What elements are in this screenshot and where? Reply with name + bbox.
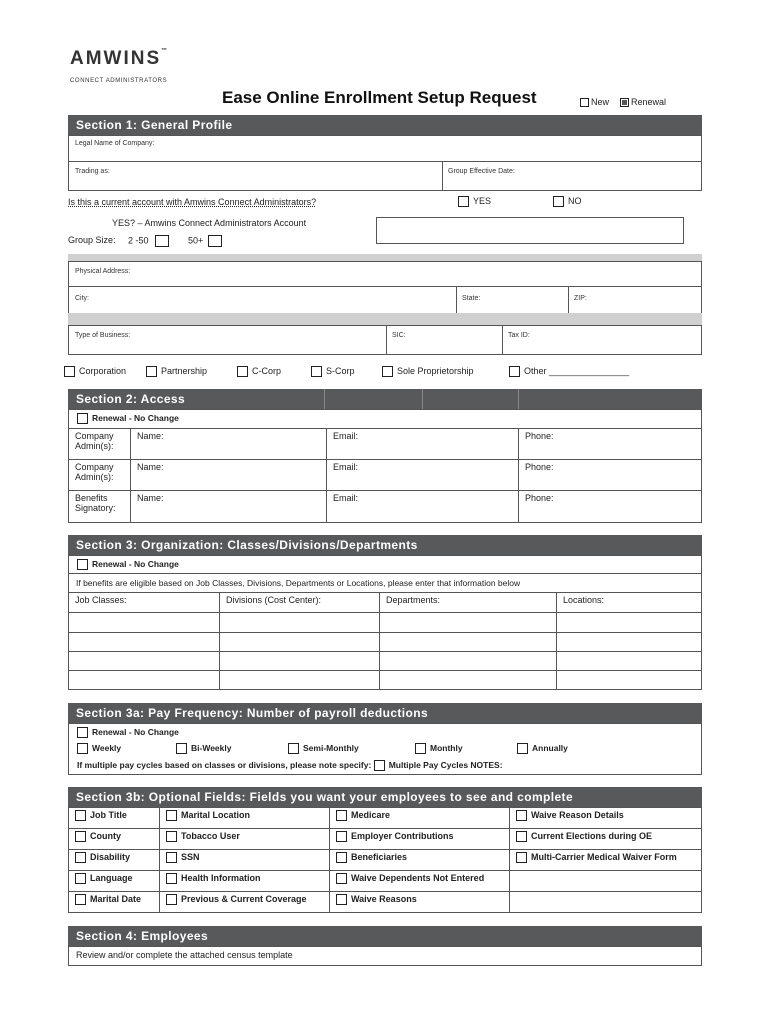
- option-label: Language: [90, 873, 133, 883]
- field-option[interactable]: [160, 871, 330, 892]
- checkbox[interactable]: [166, 852, 177, 863]
- section4-text: Review and/or complete the attached census template: [68, 946, 702, 966]
- biz-ccorp[interactable]: [237, 366, 281, 377]
- page-title: Ease Online Enrollment Setup Request: [222, 88, 537, 107]
- section1-header: Section 1: General Profile: [68, 115, 702, 135]
- new-label: New: [591, 97, 610, 107]
- role-cell: Company Admin(s):: [69, 460, 131, 491]
- table-cell[interactable]: [557, 671, 702, 690]
- checkbox[interactable]: [75, 810, 86, 821]
- phone-cell[interactable]: Phone:: [519, 460, 702, 491]
- renewal-checkbox[interactable]: [77, 413, 88, 424]
- option-label: Job Title: [90, 810, 127, 820]
- divider: [568, 287, 569, 313]
- field-option[interactable]: [69, 871, 160, 892]
- divider: [324, 389, 325, 409]
- name-cell[interactable]: Name:: [131, 460, 327, 491]
- multiple-label: Multiple Pay Cycles NOTES:: [388, 760, 503, 770]
- divider: [456, 287, 457, 313]
- field-option[interactable]: [510, 850, 702, 871]
- biz-other[interactable]: [509, 366, 629, 377]
- yes-checkbox[interactable]: [458, 196, 469, 207]
- column-header: Job Classes:: [69, 593, 220, 613]
- checkbox[interactable]: [311, 366, 322, 377]
- renewal-label: Renewal: [631, 97, 667, 107]
- checkbox[interactable]: [382, 366, 393, 377]
- checkbox[interactable]: [517, 743, 528, 754]
- section3-renewal[interactable]: [68, 555, 702, 574]
- size-large-label: 50+: [188, 235, 204, 246]
- table-row: [69, 613, 702, 633]
- field-option[interactable]: [330, 871, 510, 892]
- freq-annually[interactable]: [517, 743, 568, 754]
- table-cell[interactable]: [380, 613, 557, 633]
- checkbox[interactable]: [75, 831, 86, 842]
- size-large-checkbox[interactable]: [208, 235, 222, 247]
- checkbox[interactable]: [166, 831, 177, 842]
- section3-instructions: If benefits are eligible based on Job Classes, Divisions, Departments or Locations, please enter that information below: [68, 573, 702, 593]
- table-row: [69, 671, 702, 690]
- checkbox[interactable]: [336, 894, 347, 905]
- current-account-question: Is this a current account with Amwins Connect Administrators?: [68, 197, 317, 207]
- option-label: Beneficiaries: [351, 852, 408, 862]
- email-cell[interactable]: Email:: [327, 460, 519, 491]
- option-label: Annually: [532, 743, 568, 753]
- option-label: Multi-Carrier Medical Waiver Form: [531, 852, 677, 862]
- checkbox[interactable]: [516, 831, 527, 842]
- renewal-checkbox[interactable]: [77, 559, 88, 570]
- section3a-header: Section 3a: Pay Frequency: Number of payroll deductions: [68, 703, 702, 723]
- size-small-option[interactable]: [128, 235, 173, 247]
- type-business-label: Type of Business:: [75, 332, 131, 339]
- business-row: [68, 325, 702, 355]
- divider: [518, 389, 519, 409]
- table-cell[interactable]: [557, 633, 702, 652]
- role-cell: Benefits Signatory:: [69, 491, 131, 523]
- table-row: [69, 491, 702, 523]
- divider: [422, 389, 423, 409]
- divider: [442, 162, 443, 190]
- zip-label: ZIP:: [574, 295, 587, 302]
- freq-monthly[interactable]: [415, 743, 463, 754]
- field-option[interactable]: [510, 808, 702, 829]
- checkbox[interactable]: [75, 894, 86, 905]
- table-row: [69, 808, 702, 829]
- checkbox[interactable]: [336, 873, 347, 884]
- biz-corporation[interactable]: [64, 366, 126, 377]
- table-cell[interactable]: [69, 671, 220, 690]
- physical-address-field[interactable]: [68, 261, 702, 287]
- email-cell[interactable]: Email:: [327, 491, 519, 523]
- checkbox[interactable]: [509, 366, 520, 377]
- option-label: Waive Reason Details: [531, 810, 624, 820]
- no-label: NO: [568, 196, 582, 206]
- option-label: S-Corp: [326, 366, 355, 376]
- field-option[interactable]: [160, 829, 330, 850]
- renewal-checkbox[interactable]: [77, 727, 88, 738]
- freq-biweekly[interactable]: [176, 743, 231, 754]
- checkbox[interactable]: [64, 366, 75, 377]
- field-option[interactable]: [69, 850, 160, 871]
- size-small-label: 2 -50: [128, 235, 149, 246]
- freq-weekly[interactable]: [77, 743, 121, 754]
- org-table: [68, 592, 702, 690]
- option-label: Corporation: [79, 366, 127, 376]
- legal-name-field[interactable]: [68, 135, 702, 162]
- option-label: Disability: [90, 852, 131, 862]
- column-header: Departments:: [380, 593, 557, 613]
- freq-semimonthly[interactable]: [288, 743, 359, 754]
- empty-cell: [510, 871, 702, 892]
- table-header-row: [69, 593, 702, 613]
- account-number-label: YES? – Amwins Connect Administrators Account: [112, 218, 307, 228]
- state-label: State:: [462, 295, 481, 302]
- legal-name-label: Legal Name of Company:: [75, 140, 155, 147]
- size-small-checkbox[interactable]: [155, 235, 169, 247]
- yes-option[interactable]: [458, 196, 491, 207]
- phone-cell[interactable]: Phone:: [519, 429, 702, 460]
- checkbox[interactable]: [336, 831, 347, 842]
- table-row: [69, 850, 702, 871]
- checkbox[interactable]: [75, 873, 86, 884]
- table-row: [69, 633, 702, 652]
- new-option[interactable]: [580, 97, 609, 107]
- logo-subtitle: CONNECT ADMINISTRATORS: [70, 78, 168, 84]
- field-option[interactable]: [330, 892, 510, 913]
- group-effective-label: Group Effective Date:: [448, 168, 515, 175]
- company-logo: AMWINS™: [70, 48, 170, 69]
- renewal-checkbox[interactable]: [620, 98, 629, 107]
- option-label: Weekly: [92, 743, 122, 753]
- city-row: [68, 286, 702, 314]
- pay-frequency-box: [68, 723, 702, 775]
- option-label: Marital Location: [181, 810, 251, 820]
- size-large-option[interactable]: [188, 235, 226, 247]
- option-label: Previous & Current Coverage: [181, 894, 307, 904]
- option-label: Waive Reasons: [351, 894, 417, 904]
- option-label: Sole Proprietorship: [397, 366, 474, 376]
- checkbox[interactable]: [288, 743, 299, 754]
- sic-label: SIC:: [392, 332, 406, 339]
- section2-renewal[interactable]: [68, 409, 702, 429]
- email-cell[interactable]: Email:: [327, 429, 519, 460]
- multiple-note: If multiple pay cycles based on classes or divisions, please note specify:: [77, 760, 372, 770]
- account-number-input[interactable]: [376, 217, 684, 244]
- table-row: [69, 460, 702, 491]
- field-option[interactable]: [160, 850, 330, 871]
- table-row: [69, 892, 702, 913]
- new-checkbox[interactable]: [580, 98, 589, 107]
- field-option[interactable]: [330, 850, 510, 871]
- section2-header: [68, 389, 702, 409]
- column-header: Locations:: [557, 593, 702, 613]
- table-row: [69, 429, 702, 460]
- option-label: Semi-Monthly: [303, 743, 359, 753]
- grey-spacer: [68, 313, 702, 325]
- table-cell[interactable]: [380, 633, 557, 652]
- yes-label: YES: [473, 196, 492, 206]
- no-option[interactable]: [553, 196, 582, 207]
- biz-partnership[interactable]: [146, 366, 207, 377]
- option-label: Monthly: [430, 743, 463, 753]
- checkbox[interactable]: [516, 810, 527, 821]
- field-option[interactable]: [69, 892, 160, 913]
- name-cell[interactable]: Name:: [131, 429, 327, 460]
- field-option[interactable]: [69, 829, 160, 850]
- trading-as-label: Trading as:: [75, 168, 110, 175]
- access-table: [68, 428, 702, 523]
- option-label: Medicare: [351, 810, 391, 820]
- field-option[interactable]: [160, 892, 330, 913]
- checkbox[interactable]: [75, 852, 86, 863]
- checkbox[interactable]: [77, 743, 88, 754]
- option-label: Other ________________: [524, 366, 630, 376]
- checkbox[interactable]: [336, 810, 347, 821]
- renewal-label: Renewal - No Change: [92, 559, 179, 569]
- divider: [502, 326, 503, 354]
- table-cell[interactable]: [220, 671, 380, 690]
- field-option[interactable]: [330, 808, 510, 829]
- option-label: SSN: [181, 852, 200, 862]
- option-label: County: [90, 831, 121, 841]
- option-label: Current Elections during OE: [531, 831, 653, 841]
- divider: [386, 326, 387, 354]
- table-cell[interactable]: [380, 671, 557, 690]
- renewal-option[interactable]: [620, 97, 666, 107]
- section3b-header: Section 3b: Optional Fields: Fields you want your employees to see and complete: [68, 787, 702, 807]
- role-cell: Company Admin(s):: [69, 429, 131, 460]
- table-cell[interactable]: [380, 652, 557, 671]
- renewal-label: Renewal - No Change: [92, 413, 179, 423]
- option-label: Employer Contributions: [351, 831, 454, 841]
- checkbox[interactable]: [237, 366, 248, 377]
- section4-header: Section 4: Employees: [68, 926, 702, 946]
- field-option[interactable]: [510, 829, 702, 850]
- table-row: [69, 871, 702, 892]
- section3a-renewal[interactable]: [77, 727, 179, 738]
- section3-header: Section 3: Organization: Classes/Divisions/Departments: [68, 535, 702, 555]
- field-option[interactable]: [69, 808, 160, 829]
- table-cell[interactable]: [220, 613, 380, 633]
- city-label: City:: [75, 295, 89, 302]
- empty-cell: [510, 892, 702, 913]
- optional-fields-table: [68, 807, 702, 913]
- table-row: [69, 652, 702, 671]
- option-label: Waive Dependents Not Entered: [351, 873, 485, 883]
- option-label: Health Information: [181, 873, 261, 883]
- checkbox[interactable]: [146, 366, 157, 377]
- table-cell[interactable]: [220, 652, 380, 671]
- option-label: Partnership: [161, 366, 208, 376]
- checkbox[interactable]: [336, 852, 347, 863]
- column-header: Divisions (Cost Center):: [220, 593, 380, 613]
- multiple-cycles-row: [77, 760, 503, 771]
- field-option[interactable]: [160, 808, 330, 829]
- section2-title: Section 2: Access: [76, 392, 186, 406]
- checkbox[interactable]: [516, 852, 527, 863]
- checkbox[interactable]: [166, 894, 177, 905]
- table-cell[interactable]: [69, 633, 220, 652]
- checkbox[interactable]: [176, 743, 187, 754]
- field-option[interactable]: [330, 829, 510, 850]
- option-label: Marital Date: [90, 894, 142, 904]
- option-label: C-Corp: [252, 366, 282, 376]
- table-cell[interactable]: [69, 613, 220, 633]
- checkbox[interactable]: [166, 810, 177, 821]
- name-cell[interactable]: Name:: [131, 491, 327, 523]
- table-row: [69, 829, 702, 850]
- table-cell[interactable]: [220, 633, 380, 652]
- checkbox[interactable]: [166, 873, 177, 884]
- trading-row: [68, 161, 702, 191]
- option-label: Bi-Weekly: [191, 743, 232, 753]
- group-size-label: Group Size:: [68, 235, 116, 245]
- physical-address-label: Physical Address:: [75, 268, 131, 275]
- option-label: Tobacco User: [181, 831, 240, 841]
- table-cell[interactable]: [69, 652, 220, 671]
- table-cell[interactable]: [557, 613, 702, 633]
- phone-cell[interactable]: Phone:: [519, 491, 702, 523]
- renewal-label: Renewal - No Change: [92, 727, 179, 737]
- tax-id-label: Tax ID:: [508, 332, 530, 339]
- biz-scorp[interactable]: [311, 366, 355, 377]
- checkbox[interactable]: [415, 743, 426, 754]
- multiple-cycles-checkbox[interactable]: [374, 760, 385, 771]
- biz-sole[interactable]: [382, 366, 474, 377]
- no-checkbox[interactable]: [553, 196, 564, 207]
- table-cell[interactable]: [557, 652, 702, 671]
